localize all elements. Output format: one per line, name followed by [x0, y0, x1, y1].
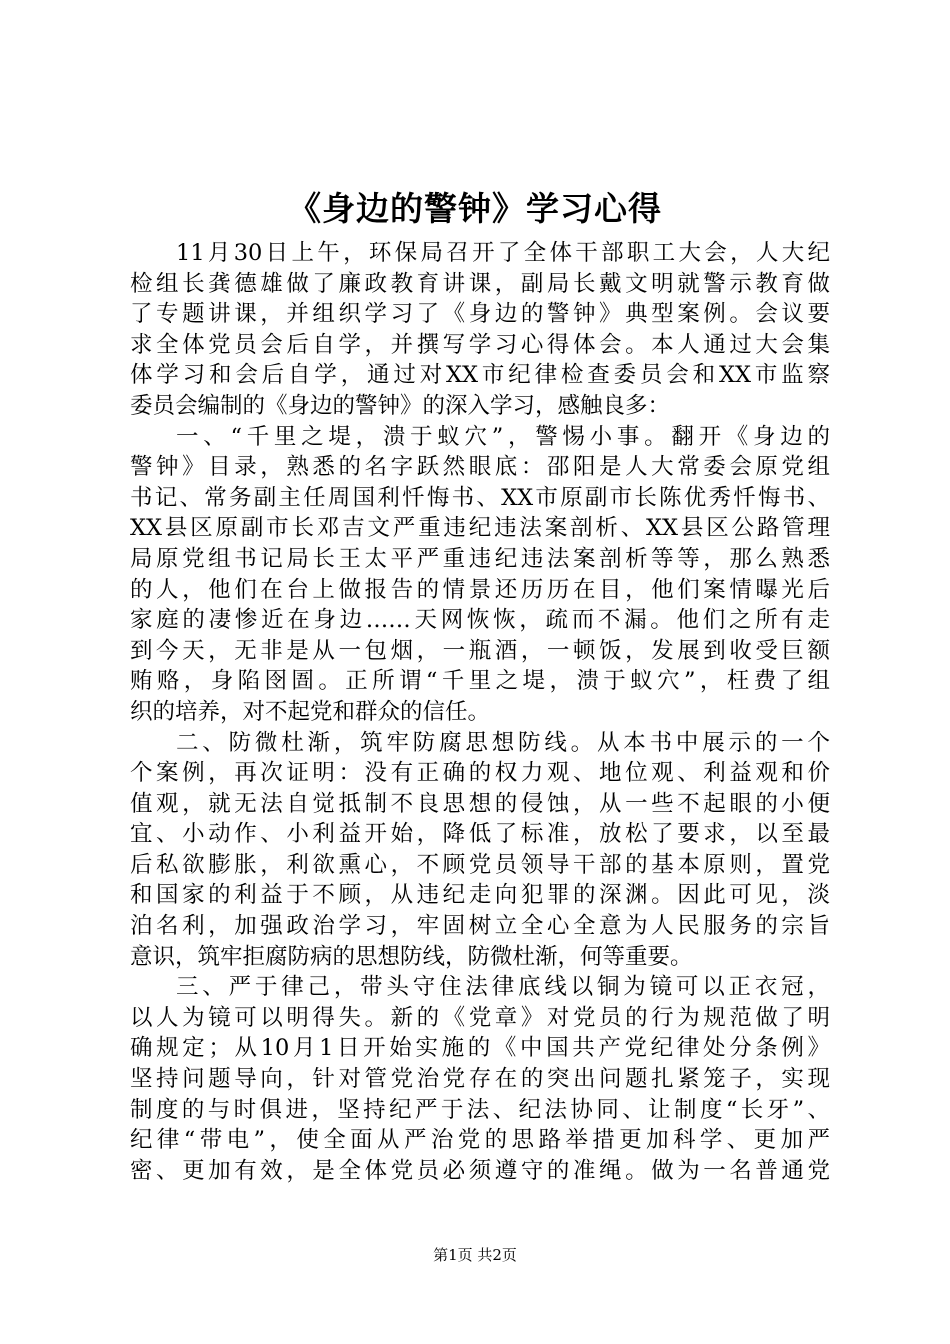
- paragraph-line: 体学习和会后自学，通过对XX市纪律检查委员会和XX市监察: [130, 362, 830, 389]
- paragraph-line: 二、防微杜渐，筑牢防腐思想防线。从本书中展示的一个: [176, 729, 830, 756]
- paragraph-line: 一、“千里之堤，溃于蚁穴”，警惕小事。翻开《身边的: [176, 423, 830, 450]
- paragraph-line: 纪律“带电”，使全面从严治党的思路举措更加科学、更加严: [130, 1127, 830, 1154]
- paragraph-line: 织的培养，对不起党和群众的信任。: [130, 698, 491, 725]
- paragraph-line: 委员会编制的《身边的警钟》的深入学习，感触良多：: [130, 392, 671, 419]
- paragraph-line: 书记、常务副主任周国利忏悔书、XX市原副市长陈优秀忏悔书、: [130, 484, 830, 511]
- paragraph-line: 后私欲膨胀，利欲熏心，不顾党员领导干部的基本原则，置党: [130, 851, 830, 878]
- paragraph-line: 到今天，无非是从一包烟，一瓶酒，一顿饭，发展到收受巨额: [130, 637, 830, 664]
- paragraph-line: 坚持问题导向，针对管党治党存在的突出问题扎紧笼子，实现: [130, 1066, 830, 1093]
- paragraph-line: 制度的与时俱进，坚持纪严于法、纪法协同、让制度“长牙”、: [130, 1096, 830, 1123]
- paragraph-line: 和国家的利益于不顾，从违纪走向犯罪的深渊。因此可见，淡: [130, 882, 830, 909]
- paragraph-line: 了专题讲课，并组织学习了《身边的警钟》典型案例。会议要: [130, 301, 830, 328]
- paragraph-line: 家庭的凄惨近在身边……天网恢恢，疏而不漏。他们之所有走: [130, 607, 830, 634]
- paragraph-line: 检组长龚德雄做了廉政教育讲课，副局长戴文明就警示教育做: [130, 270, 830, 297]
- document-body: [130, 238, 830, 1186]
- paragraph-line: 个案例，再次证明：没有正确的权力观、地位观、利益观和价: [130, 760, 830, 787]
- paragraph-line: 以人为镜可以明得失。新的《党章》对党员的行为规范做了明: [130, 1004, 830, 1031]
- paragraph-line: 警钟》目录，熟悉的名字跃然眼底：邵阳是人大常委会原党组: [130, 454, 830, 481]
- paragraph-line: XX县区原副市长邓吉文严重违纪违法案剖析、XX县区公路管理: [130, 515, 830, 542]
- paragraph-line: 确规定；从10月1日开始实施的《中国共产党纪律处分条例》: [130, 1035, 830, 1062]
- document-title: 《身边的警钟》学习心得: [288, 189, 662, 228]
- paragraph-line: 求全体党员会后自学，并撰写学习心得体会。本人通过大会集: [130, 331, 830, 358]
- paragraph-line: 值观，就无法自觉抵制不良思想的侵蚀，从一些不起眼的小便: [130, 790, 830, 817]
- paragraph-line: 泊名利，加强政治学习，牢固树立全心全意为人民服务的宗旨: [130, 913, 830, 940]
- paragraph-line: 11月30日上午，环保局召开了全体干部职工大会，人大纪: [176, 240, 830, 266]
- paragraph-line: 三、严于律己，带头守住法律底线以铜为镜可以正衣冠，: [176, 974, 830, 1001]
- page-footer: 第1页 共2页: [433, 1246, 517, 1264]
- paragraph-line: 宜、小动作、小利益开始，降低了标准，放松了要求，以至最: [130, 821, 830, 848]
- paragraph-line: 意识，筑牢拒腐防病的思想防线，防微杜渐，何等重要。: [130, 943, 693, 970]
- paragraph-line: 局原党组书记局长王太平严重违纪违法案剖析等等，那么熟悉: [130, 545, 830, 572]
- paragraph-line: 密、更加有效，是全体党员必须遵守的准绳。做为一名普通党: [130, 1157, 830, 1184]
- paragraph-line: 贿赂，身陷囹圄。正所谓“千里之堤，溃于蚁穴”，枉费了组: [130, 668, 830, 695]
- paragraph-line: 的人，他们在台上做报告的情景还历历在目，他们案情曝光后: [130, 576, 830, 603]
